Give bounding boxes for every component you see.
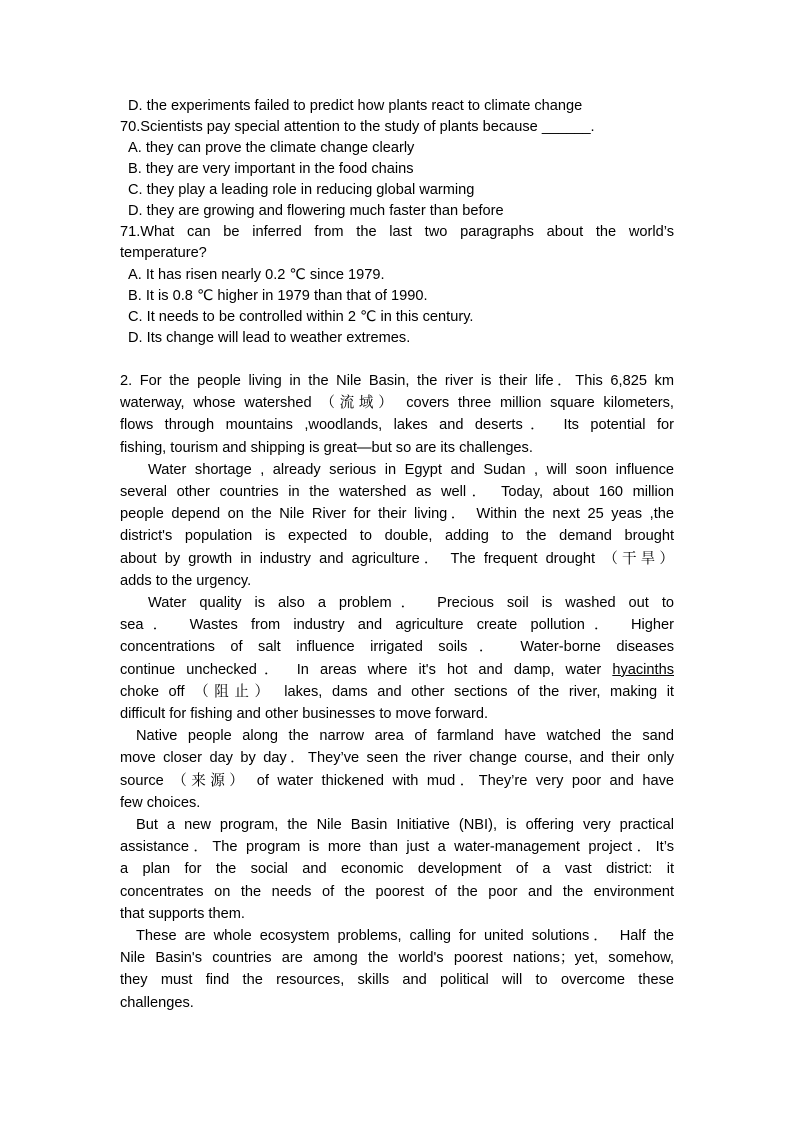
q70-option-c: C. they play a leading role in reducing global warming bbox=[128, 182, 475, 198]
passage-line: sea． Wastes from industry and agriculture create pollution． Higher bbox=[120, 617, 674, 634]
passage-line: Water shortage , already serious in Egypt and Sudan , will soon influence bbox=[148, 461, 674, 478]
passage-paragraph-5 bbox=[120, 814, 674, 925]
q70-option-b: B. they are very important in the food chains bbox=[128, 161, 414, 177]
passage-paragraph-1 bbox=[120, 370, 674, 459]
passage-line: a plan for the social and economic development of a vast district: it bbox=[120, 861, 674, 878]
passage-line: But a new program, the Nile Basin Initiative (NBI), is offering very practical bbox=[136, 817, 674, 834]
passage-line: fishing, tourism and shipping is great—but so are its challenges. bbox=[120, 439, 533, 456]
q71-option-a: A. It has risen nearly 0.2 ℃ since 1979. bbox=[128, 267, 385, 283]
passage-line: concentrates on the needs of the poorest of the poor and the environment bbox=[120, 883, 674, 900]
q70-option-d: D. they are growing and flowering much faster than before bbox=[128, 203, 504, 219]
passage-line: adds to the urgency. bbox=[120, 572, 252, 589]
passage-paragraph-4 bbox=[120, 725, 674, 814]
q71-stem-line2: temperature? bbox=[120, 245, 207, 261]
passage-line: people depend on the Nile River for their living． Within the next 25 yeas ,the bbox=[120, 506, 674, 523]
passage-line: district's population is expected to double, adding to the demand brought bbox=[120, 528, 674, 545]
passage-paragraph-3 bbox=[120, 592, 674, 725]
passage-line: difficult for fishing and other businesses to move forward. bbox=[120, 706, 489, 723]
passage-line: they must find the resources, skills and political will to overcome these bbox=[120, 972, 674, 989]
q71-stem-line1: 71.What can be inferred from the last two paragraphs about the world’s bbox=[120, 224, 674, 240]
passage-line: 2. For the people living in the Nile Basin, the river is their life．This 6,825 km bbox=[120, 373, 674, 389]
passage-line: that supports them. bbox=[120, 905, 245, 922]
passage-line: about by growth in industry and agriculture． The frequent drought （干旱） bbox=[120, 550, 674, 567]
q71-option-c: C. It needs to be controlled within 2 ℃ in this century. bbox=[128, 309, 474, 325]
blank-line bbox=[120, 349, 674, 370]
passage-line: concentrations of salt influence irrigated soils． Water-borne diseases bbox=[120, 639, 674, 656]
q69-option-d: D. the experiments failed to predict how plants react to climate change bbox=[128, 98, 583, 114]
passage-line: few choices. bbox=[120, 794, 201, 811]
q71-option-b: B. It is 0.8 ℃ higher in 1979 than that of 1990. bbox=[128, 288, 428, 304]
passage-line: Nile Basin's countries are among the world's poorest nations；yet, somehow, bbox=[120, 950, 674, 967]
passage-line: waterway, whose watershed （流域） covers three million square kilometers, bbox=[120, 395, 674, 412]
q70-option-a: A. they can prove the climate change clearly bbox=[128, 140, 415, 156]
passage-paragraph-2 bbox=[120, 459, 674, 592]
q71-option-d: D. Its change will lead to weather extremes. bbox=[128, 330, 411, 346]
document-page bbox=[120, 96, 674, 1014]
passage-line-text: continue unchecked． In areas where it's hot and damp, water bbox=[120, 661, 613, 678]
passage-paragraph-6 bbox=[120, 925, 674, 1014]
passage-line: These are whole ecosystem problems, calling for united solutions． Half the bbox=[136, 928, 674, 945]
passage-line: move closer day by day．They’ve seen the river change course, and their only bbox=[120, 750, 674, 767]
passage-line: challenges. bbox=[120, 994, 194, 1011]
passage-line: source （来源） of water thickened with mud．They’re very poor and have bbox=[120, 772, 674, 789]
passage-line: choke off （阻止） lakes, dams and other sections of the river, making it bbox=[120, 683, 674, 700]
q70-stem: 70.Scientists pay special attention to the study of plants because ______. bbox=[120, 119, 595, 135]
underlined-word: hyacinths bbox=[612, 661, 674, 678]
passage-line: assistance．The program is more than just a water-management project．It’s bbox=[120, 839, 674, 856]
passage-line: flows through mountains ,woodlands, lakes and deserts． Its potential for bbox=[120, 417, 674, 434]
passage-line: Water quality is also a problem． Precious soil is washed out to bbox=[148, 595, 674, 612]
passage-line: several other countries in the watershed as well． Today, about 160 million bbox=[120, 484, 674, 501]
passage-line: Native people along the narrow area of farmland have watched the sand bbox=[136, 728, 674, 745]
passage-line bbox=[120, 659, 674, 681]
